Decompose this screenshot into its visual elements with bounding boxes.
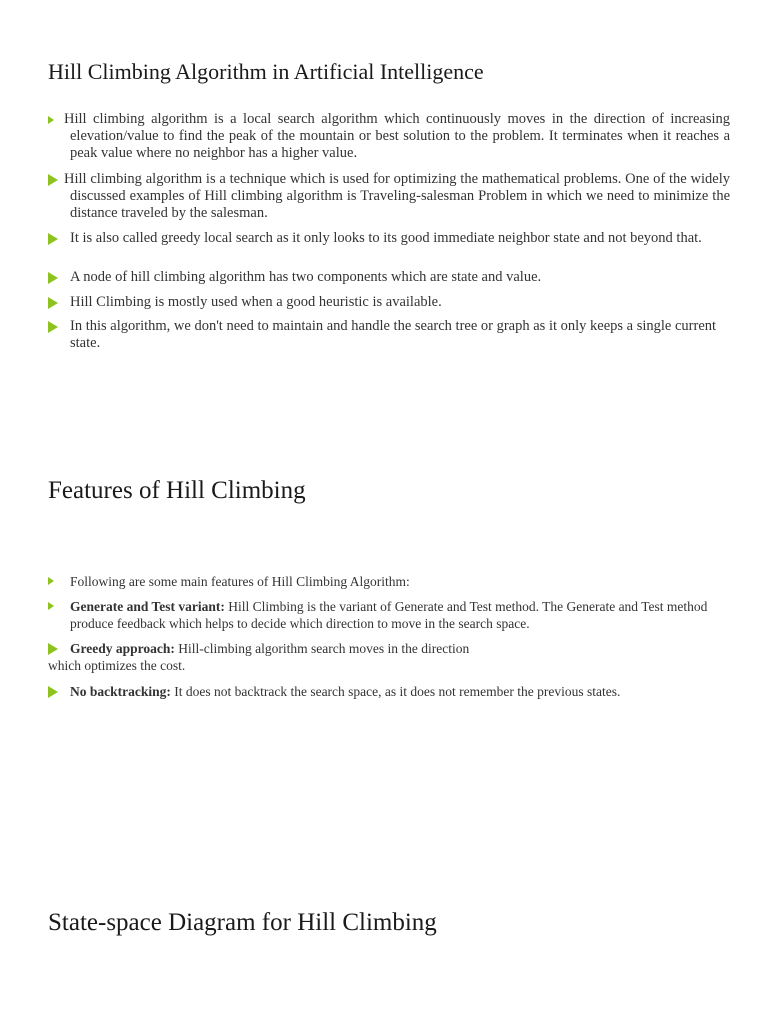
feature-text: It does not backtrack the search space, as it does not remember the previous states. xyxy=(170,684,621,699)
feature-continuation: which optimizes the cost. xyxy=(48,658,186,673)
triangle-right-icon xyxy=(48,577,54,585)
section-title-state-space-diagram: State-space Diagram for Hill Climbing xyxy=(48,909,437,936)
bullet-text: It is also called greedy local search as it only looks to its good immediate neighbor state and not beyond that. xyxy=(70,230,702,246)
bullet-text xyxy=(70,573,730,590)
feature-lead: No backtracking: xyxy=(70,684,171,699)
triangle-right-icon xyxy=(48,321,58,333)
triangle-right-icon xyxy=(48,116,54,124)
feature-lead: Generate and Test variant: xyxy=(70,599,225,614)
triangle-right-icon xyxy=(48,686,58,698)
bullet-text xyxy=(70,598,720,632)
triangle-right-icon xyxy=(48,233,58,245)
bullet-text xyxy=(70,683,730,700)
feature-text: Following are some main features of Hill Climbing Algorithm: xyxy=(70,574,410,589)
bullet-text: Hill climbing algorithm is a local search algorithm which continuously moves in the direction of increasing elevation/value to find the peak of the mountain or best solution to the problem. It terminates when it reaches a peak value where no neighbor has a higher value. xyxy=(64,111,730,161)
feature-text: Hill-climbing algorithm search moves in the direction xyxy=(174,641,470,656)
bullet-text: Hill Climbing is mostly used when a good heuristic is available. xyxy=(70,294,442,310)
bullet-text: A node of hill climbing algorithm has two components which are state and value. xyxy=(70,269,542,285)
bullet-text: Hill climbing algorithm is a technique which is used for optimizing the mathematical problems. One of the widely discussed examples of Hill climbing algorithm is Traveling-salesman Problem in which we need to minimize the distance traveled by the salesman. xyxy=(64,171,730,221)
triangle-right-icon xyxy=(48,643,58,655)
bullet-text: In this algorithm, we don't need to maintain and handle the search tree or graph as it only keeps a single current state. xyxy=(70,318,717,351)
feature-text: Hill Climbing is the variant of Generate and Test method. The Generate and Test method produce feedback which helps to decide which direction to move in the search space. xyxy=(70,599,708,631)
section-title-hill-climbing-algorithm: Hill Climbing Algorithm in Artificial Intelligence xyxy=(48,59,484,84)
triangle-right-icon xyxy=(48,297,58,309)
triangle-right-icon xyxy=(48,174,58,186)
section-title-features: Features of Hill Climbing xyxy=(48,477,306,504)
feature-lead: Greedy approach: xyxy=(70,641,175,656)
triangle-right-icon xyxy=(48,272,58,284)
bullet-text xyxy=(70,640,570,657)
triangle-right-icon xyxy=(48,602,54,610)
